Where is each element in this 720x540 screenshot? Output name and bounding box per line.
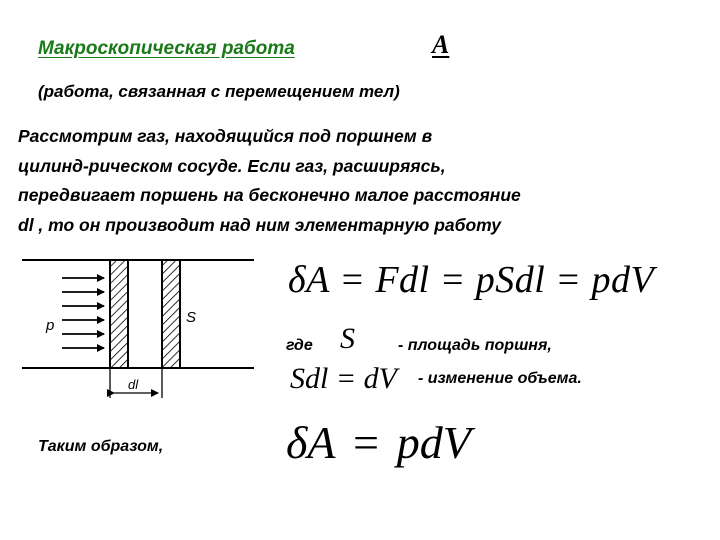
slide-title: Макроскопическая работа: [38, 38, 295, 59]
work-equation: δA = Fdl = pSdl = pdV: [288, 259, 655, 301]
paragraph-line-2: цилинд-рическом сосуде. Если газ, расширяясь,: [18, 155, 446, 176]
paragraph-line-1: Рассмотрим газ, находящийся под поршнем в: [18, 126, 433, 146]
pressure-arrows: [62, 278, 104, 348]
piston-initial: [110, 260, 128, 368]
where-label: где: [286, 337, 313, 354]
area-symbol: S: [340, 322, 355, 355]
slide-subtitle: (работа, связанная с перемещением тел): [38, 82, 400, 101]
final-work-equation: δA = pdV: [286, 417, 471, 468]
volume-change-equation: Sdl = dV: [290, 362, 397, 395]
piston-cylinder-diagram: [18, 248, 258, 420]
conclusion-label: Таким образом,: [38, 438, 164, 455]
explanation-paragraph: [18, 122, 708, 240]
title-work-symbol: A: [432, 30, 450, 59]
paragraph-line-3: передвигает поршень на бесконечно малое расстояние: [18, 185, 521, 205]
displacement-label: dl: [128, 377, 139, 392]
volume-change-description: - изменение объема.: [418, 370, 582, 387]
area-description: - площадь поршня,: [398, 337, 552, 354]
pressure-label: p: [46, 317, 55, 334]
paragraph-line-4: dl , то он производит над ним элементарную работу: [18, 214, 502, 235]
area-label: S: [186, 309, 197, 326]
piston-displaced: [162, 260, 180, 368]
